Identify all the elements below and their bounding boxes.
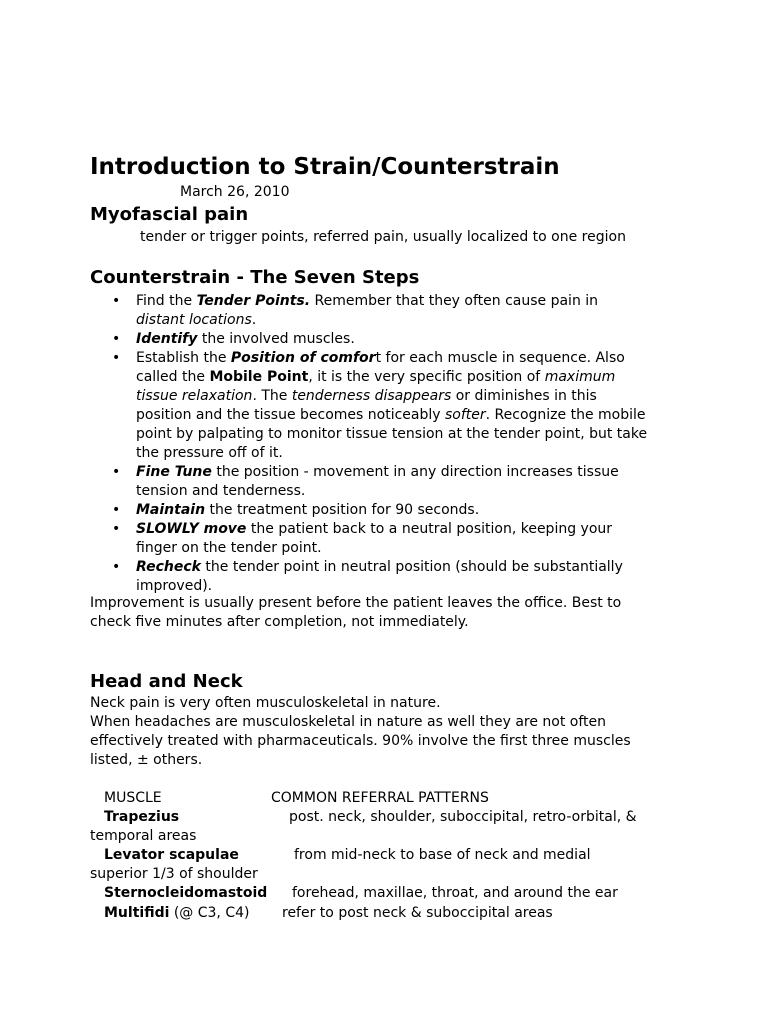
myofascial-text: tender or trigger points, referred pain, usually localized to one region (140, 229, 626, 245)
step-text: t for each muscle in sequence. Also called the (136, 350, 625, 385)
referral-pattern: forehead, maxillae, throat, and around the ear (292, 885, 618, 901)
step-text: . The (252, 388, 292, 404)
step-text: the patient back to a neutral position, keeping your finger on the tender point. (136, 521, 613, 556)
head-neck-heading: Head and Neck (90, 671, 243, 692)
step-emphasis: Tender Points. (196, 293, 311, 309)
step-emphasis: SLOWLY move (136, 521, 247, 537)
muscle-name-with-note (104, 904, 249, 923)
list-item (90, 558, 650, 596)
list-item (90, 292, 650, 330)
step-text: , it is the very specific position of (308, 369, 545, 385)
bullet-icon: • (112, 521, 121, 537)
referral-pattern-cont: temporal areas (90, 828, 197, 844)
bullet-icon: • (112, 331, 121, 347)
step-text: Remember that they often cause pain in (310, 293, 599, 309)
document-date: March 26, 2010 (180, 184, 290, 200)
step-text: the tender point in neutral position (should be substantially improved). (136, 559, 623, 594)
bullet-icon: • (112, 464, 121, 480)
referral-pattern: post. neck, shoulder, suboccipital, retro-orbital, & (289, 809, 637, 825)
step-text: the involved muscles. (197, 331, 355, 347)
bullet-icon: • (112, 350, 121, 366)
referral-pattern: refer to post neck & suboccipital areas (282, 905, 553, 921)
col-header-referral: COMMON REFERRAL PATTERNS (271, 790, 489, 806)
step-text: the treatment position for 90 seconds. (205, 502, 480, 518)
list-item (90, 520, 650, 558)
step-emphasis: Fine Tune (136, 464, 212, 480)
step-text: Establish the (136, 350, 231, 366)
step-text: Find the (136, 293, 197, 309)
muscle-name: Levator scapulae (104, 847, 239, 863)
page-title: Introduction to Strain/Counterstrain (90, 154, 560, 180)
step-text: the position - movement in any direction increases tissue tension and tenderness. (136, 464, 619, 499)
step-italic: softer (445, 407, 486, 423)
referral-pattern-cont: superior 1/3 of shoulder (90, 866, 258, 882)
muscle-note: (@ C3, C4) (169, 905, 250, 921)
step-emphasis: Recheck (136, 559, 201, 575)
col-header-muscle: MUSCLE (104, 790, 162, 806)
muscle-name: Multifidi (104, 905, 170, 921)
neck-pain-paragraph: Neck pain is very often musculoskeletal in nature. (90, 695, 441, 711)
step-emphasis: Position of comfor (230, 350, 376, 366)
myofascial-heading: Myofascial pain (90, 204, 249, 225)
bullet-icon: • (112, 559, 121, 575)
counterstrain-heading: Counterstrain - The Seven Steps (90, 267, 420, 288)
step-bold: Mobile Point (209, 369, 309, 385)
list-item (90, 349, 650, 463)
bullet-icon: • (112, 502, 121, 518)
step-italic: tenderness disappears (291, 388, 452, 404)
steps-list (90, 292, 650, 596)
list-item (90, 501, 650, 520)
headache-paragraph: When headaches are musculoskeletal in nature as well they are not often effectively treated with pharmaceuticals. 90% involve the first three muscles listed, ± others. (90, 714, 631, 768)
step-emphasis: Maintain (136, 502, 206, 518)
step-italic: maximum tissue relaxation (136, 369, 616, 404)
bullet-icon: • (112, 293, 121, 309)
step-emphasis: Identify (136, 331, 198, 347)
list-item (90, 330, 650, 349)
improvement-paragraph: Improvement is usually present before the patient leaves the office. Best to check five minutes after completion, not immediately. (90, 595, 622, 630)
referral-pattern: from mid-neck to base of neck and medial (294, 847, 591, 863)
step-text: or diminishes in this position and the tissue becomes noticeably (136, 388, 597, 423)
muscle-name: Trapezius (104, 809, 180, 825)
muscle-name: Sternocleidomastoid (104, 885, 268, 901)
step-text: . Recognize the mobile point by palpating to monitor tissue tension at the tender point, but take the pressure off of it. (136, 407, 648, 461)
list-item (90, 463, 650, 501)
step-italic: distant locations (136, 312, 252, 328)
step-text: . (251, 312, 257, 328)
